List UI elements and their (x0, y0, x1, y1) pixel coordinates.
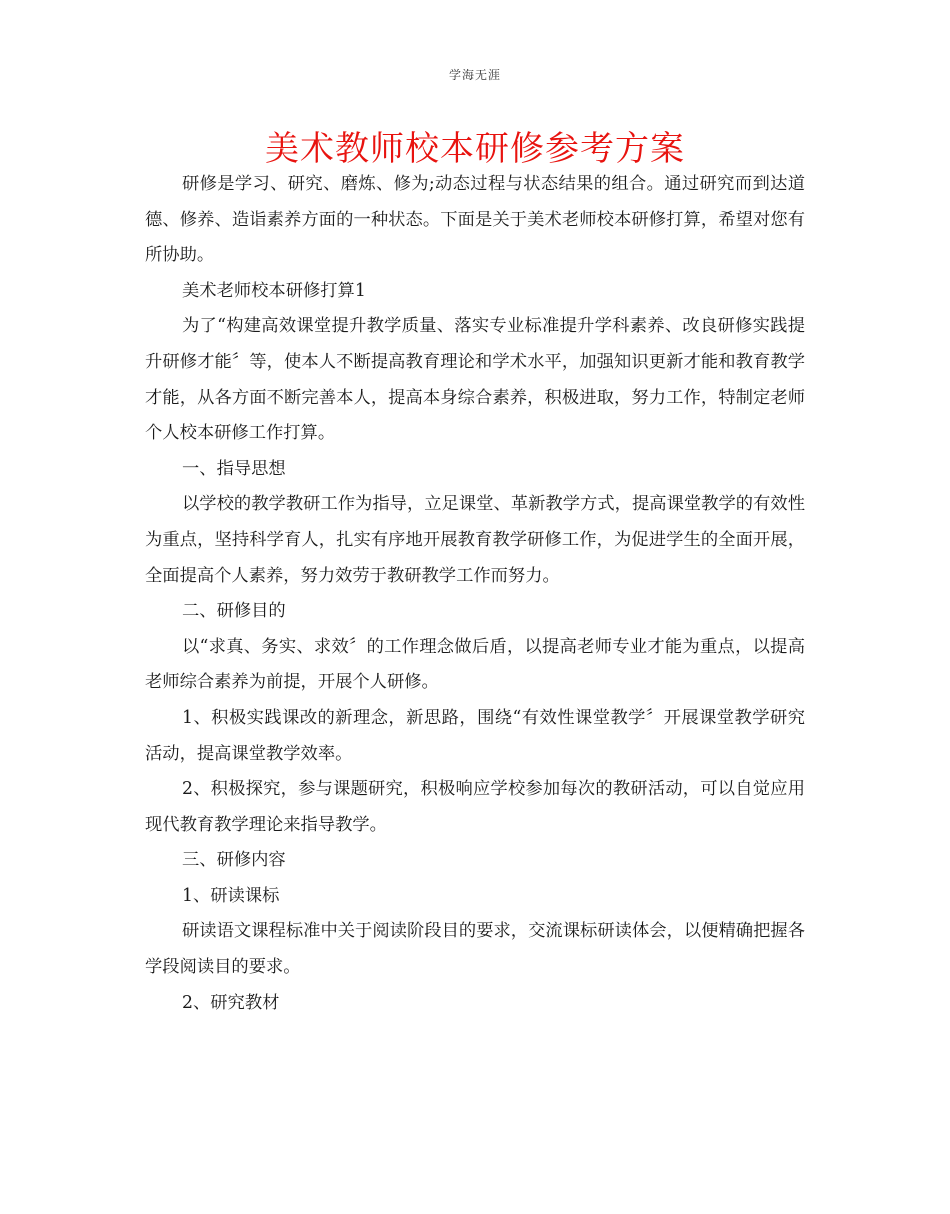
section-heading-content: 三、研修内容 (182, 850, 286, 871)
section-heading-goals: 二、研修目的 (182, 601, 286, 622)
content-paragraph-1: 研读语文课程标准中关于阅读阶段目的要求，交流课标研读体会，以便精确把握各学段阅读目的要求。 (145, 921, 805, 978)
page-header: 学海无涯 (448, 68, 501, 82)
content-subheading-2: 2、研究教材 (182, 992, 280, 1013)
content-subheading-1: 1、研读课标 (182, 885, 280, 906)
goal-item-1: 1、积极实践课改的新理念，新思路，围绕“有效性课堂教学〞开展课堂教学研究活动，提高课堂教学效率。 (145, 707, 805, 764)
intro-paragraph: 研修是学习、研究、磨炼、修为;动态过程与状态结果的组合。通过研究而到达道德、修养、造诣素养方面的一种状态。下面是关于美术老师校本研修打算，希望对您有所协助。 (145, 174, 805, 266)
guiding-thought-paragraph: 以学校的教学教研工作为指导，立足课堂、革新教学方式，提高课堂教学的有效性为重点，坚持科学育人，扎实有序地开展教育教学研修工作，为促进学生的全面开展，全面提高个人素养，努力效劳于教研教学工作而努力。 (145, 494, 805, 586)
document-title: 美术教师校本研修参考方案 (265, 129, 685, 169)
section-heading-guiding-thought: 一、指导思想 (182, 458, 286, 479)
goal-item-2: 2、积极探究，参与课题研究，积极响应学校参加每次的教研活动，可以自觉应用现代教育教学理论来指导教学。 (145, 779, 805, 835)
plan-heading: 美术老师校本研修打算1 (182, 280, 366, 301)
goals-paragraph: 以“求真、务实、求效〞的工作理念做后盾，以提高老师专业才能为重点，以提高老师综合素养为前提，开展个人研修。 (145, 636, 805, 693)
document-body (145, 167, 805, 1021)
purpose-paragraph: 为了“构建高效课堂提升教学质量、落实专业标准提升学科素养、改良研修实践提升研修才能〞等，使本人不断提高教育理论和学术水平，加强知识更新才能和教育教学才能，从各方面不断完善本人，提高本身综合素养，积极进取，努力工作，特制定老师个人校本研修工作打算。 (145, 316, 805, 444)
